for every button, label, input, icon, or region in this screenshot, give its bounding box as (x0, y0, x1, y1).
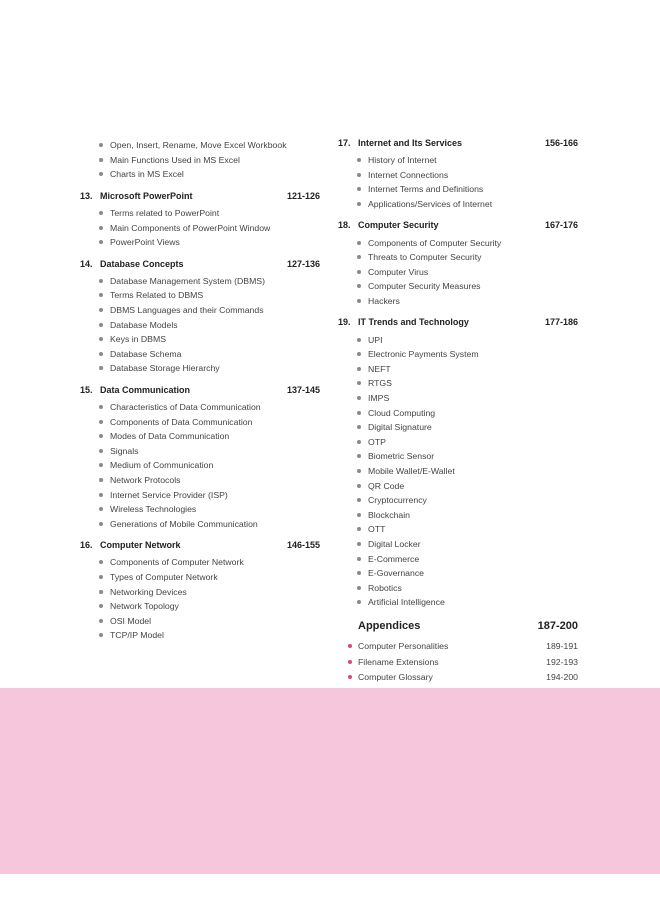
section-items (80, 274, 320, 376)
section-title: Microsoft PowerPoint (100, 190, 193, 201)
section-items (80, 206, 320, 250)
bullet-icon (99, 507, 103, 511)
toc-item: Characteristics of Data Communication (99, 400, 320, 415)
toc-item: UPI (357, 332, 578, 347)
section-heading (80, 259, 320, 274)
toc-item: TCP/IP Model (99, 628, 320, 643)
section-pages: 121-126 (286, 190, 320, 201)
appendices-title: Appendices (358, 619, 421, 632)
bullet-icon (357, 454, 361, 458)
toc-right-column (338, 138, 578, 685)
appendices-heading (338, 620, 578, 639)
bullet-icon (99, 293, 103, 297)
bullet-icon (357, 542, 361, 546)
toc-item: Internet Terms and Definitions (357, 182, 578, 197)
toc-item: Main Functions Used in MS Excel (99, 153, 320, 168)
toc-section (80, 385, 320, 531)
bullet-icon (357, 411, 361, 415)
toc-item: Database Management System (DBMS) (99, 274, 320, 289)
appendix-label: Computer Personalities (358, 641, 449, 652)
toc-item: Medium of Communication (99, 458, 320, 473)
section-heading (80, 385, 320, 400)
toc-item: Electronic Payments System (357, 347, 578, 362)
section-title: Database Concepts (100, 258, 184, 269)
bullet-icon (99, 405, 103, 409)
toc-item: OTP (357, 435, 578, 450)
bullet-icon (357, 202, 361, 206)
pink-bullet-icon (348, 644, 352, 648)
section-heading (80, 191, 320, 206)
section-number: 18. (338, 220, 351, 231)
appendix-pages: 189-191 (546, 641, 578, 652)
toc-item: Terms related to PowerPoint (99, 206, 320, 221)
section-pages: 127-136 (286, 258, 320, 269)
bullet-icon (357, 396, 361, 400)
toc-item: OSI Model (99, 613, 320, 628)
section-title: IT Trends and Technology (358, 317, 469, 328)
section-number: 13. (80, 190, 93, 201)
toc-item: Open, Insert, Rename, Move Excel Workbook (99, 138, 320, 153)
bullet-icon (357, 440, 361, 444)
bullet-icon (99, 352, 103, 356)
bullet-icon (357, 527, 361, 531)
bullet-icon (357, 513, 361, 517)
toc-item: RTGS (357, 376, 578, 391)
bullet-icon (99, 323, 103, 327)
continued-items (80, 138, 320, 182)
section-number: 19. (338, 317, 351, 328)
bullet-icon (357, 600, 361, 604)
toc-item: Network Protocols (99, 473, 320, 488)
bullet-icon (357, 586, 361, 590)
bullet-icon (357, 425, 361, 429)
bullet-icon (357, 381, 361, 385)
bullet-icon (357, 338, 361, 342)
toc-item: PowerPoint Views (99, 235, 320, 250)
bullet-icon (357, 557, 361, 561)
bullet-icon (357, 158, 361, 162)
bullet-icon (99, 420, 103, 424)
bullet-icon (99, 172, 103, 176)
bullet-icon (99, 560, 103, 564)
toc-item: Generations of Mobile Communication (99, 516, 320, 531)
toc-item: Network Topology (99, 599, 320, 614)
section-number: 15. (80, 384, 93, 395)
toc-item: Database Models (99, 317, 320, 332)
toc-item: Internet Service Provider (ISP) (99, 487, 320, 502)
appendix-label: Filename Extensions (358, 656, 439, 667)
section-heading (338, 220, 578, 235)
bullet-icon (99, 493, 103, 497)
toc-item: IMPS (357, 391, 578, 406)
bullet-icon (99, 158, 103, 162)
toc-item: Robotics (357, 580, 578, 595)
toc-item: Wireless Technologies (99, 502, 320, 517)
appendices-section (338, 620, 578, 685)
bullet-icon (99, 522, 103, 526)
toc-item: Internet Connections (357, 168, 578, 183)
toc-item: Charts in MS Excel (99, 167, 320, 182)
section-number: 16. (80, 540, 93, 551)
toc-item: QR Code (357, 478, 578, 493)
appendix-item (348, 639, 578, 654)
appendices-items (338, 639, 578, 685)
section-items (338, 235, 578, 308)
toc-item: Database Storage Hierarchy (99, 361, 320, 376)
toc-item: Mobile Wallet/E-Wallet (357, 464, 578, 479)
toc-item: History of Internet (357, 153, 578, 168)
bullet-icon (357, 484, 361, 488)
toc-item: DBMS Languages and their Commands (99, 303, 320, 318)
section-items (80, 400, 320, 531)
toc-item: OTT (357, 522, 578, 537)
toc-section (338, 317, 578, 609)
toc-item: Database Schema (99, 347, 320, 362)
bullet-icon (99, 279, 103, 283)
section-heading (338, 138, 578, 153)
toc-item: Signals (99, 444, 320, 459)
bullet-icon (99, 633, 103, 637)
toc-item: Biometric Sensor (357, 449, 578, 464)
toc-item: Artificial Intelligence (357, 595, 578, 610)
bullet-icon (99, 308, 103, 312)
section-items (338, 332, 578, 609)
appendix-label: Computer Glossary (358, 671, 433, 682)
bullet-icon (99, 143, 103, 147)
toc-section (80, 191, 320, 250)
section-pages: 137-145 (286, 384, 320, 395)
bullet-icon (99, 240, 103, 244)
section-items (338, 153, 578, 211)
section-pages: 146-155 (286, 540, 320, 551)
bullet-icon (357, 367, 361, 371)
bullet-icon (357, 284, 361, 288)
toc-item: Hackers (357, 294, 578, 309)
toc-item: Digital Signature (357, 420, 578, 435)
toc-item: Cryptocurrency (357, 493, 578, 508)
bullet-icon (99, 211, 103, 215)
bullet-icon (357, 270, 361, 274)
toc-item: Main Components of PowerPoint Window (99, 220, 320, 235)
toc-continued-section (80, 138, 320, 182)
bullet-icon (99, 463, 103, 467)
section-heading (338, 317, 578, 332)
toc-left-column (80, 138, 320, 652)
section-number: 17. (338, 138, 351, 148)
toc-item: E-Governance (357, 566, 578, 581)
toc-section (80, 540, 320, 643)
toc-item: Cloud Computing (357, 405, 578, 420)
toc-item: Networking Devices (99, 584, 320, 599)
bullet-icon (357, 241, 361, 245)
toc-section (338, 138, 578, 211)
toc-item: Blockchain (357, 507, 578, 522)
bullet-icon (99, 337, 103, 341)
bullet-icon (357, 173, 361, 177)
section-heading (80, 540, 320, 555)
toc-section (80, 259, 320, 376)
bullet-icon (357, 187, 361, 191)
toc-item: Digital Locker (357, 537, 578, 552)
appendix-pages: 192-193 (546, 656, 578, 667)
bullet-icon (99, 226, 103, 230)
toc-section (338, 220, 578, 308)
section-items (80, 555, 320, 643)
pink-bullet-icon (348, 675, 352, 679)
section-title: Data Communication (100, 384, 191, 395)
toc-item: Terms Related to DBMS (99, 288, 320, 303)
bullet-icon (99, 575, 103, 579)
toc-item: Types of Computer Network (99, 570, 320, 585)
toc-item: Computer Virus (357, 265, 578, 280)
section-number: 14. (80, 258, 93, 269)
bullet-icon (99, 590, 103, 594)
bullet-icon (357, 498, 361, 502)
bullet-icon (357, 571, 361, 575)
bullet-icon (99, 449, 103, 453)
section-title: Internet and Its Services (358, 138, 463, 148)
bullet-icon (99, 434, 103, 438)
toc-item: Components of Computer Network (99, 555, 320, 570)
toc-item: Computer Security Measures (357, 279, 578, 294)
pink-bullet-icon (348, 660, 352, 664)
bullet-icon (357, 352, 361, 356)
appendices-pages: 187-200 (537, 619, 578, 632)
section-title: Computer Network (100, 540, 181, 551)
footer-band (0, 688, 660, 874)
toc-item: NEFT (357, 362, 578, 377)
toc-item: E-Commerce (357, 551, 578, 566)
toc-item: Components of Data Communication (99, 414, 320, 429)
section-title: Computer Security (358, 220, 439, 231)
section-pages: 156-166 (544, 138, 578, 148)
bullet-icon (99, 366, 103, 370)
bullet-icon (99, 478, 103, 482)
bullet-icon (99, 604, 103, 608)
toc-item: Modes of Data Communication (99, 429, 320, 444)
appendix-pages: 194-200 (546, 671, 578, 682)
bullet-icon (357, 299, 361, 303)
appendix-item (348, 654, 578, 669)
section-pages: 167-176 (544, 220, 578, 231)
toc-item: Components of Computer Security (357, 235, 578, 250)
bullet-icon (357, 469, 361, 473)
bullet-icon (99, 619, 103, 623)
appendix-item (348, 669, 578, 684)
toc-item: Applications/Services of Internet (357, 197, 578, 212)
toc-item: Keys in DBMS (99, 332, 320, 347)
toc-item: Threats to Computer Security (357, 250, 578, 265)
section-pages: 177-186 (544, 317, 578, 328)
bullet-icon (357, 255, 361, 259)
